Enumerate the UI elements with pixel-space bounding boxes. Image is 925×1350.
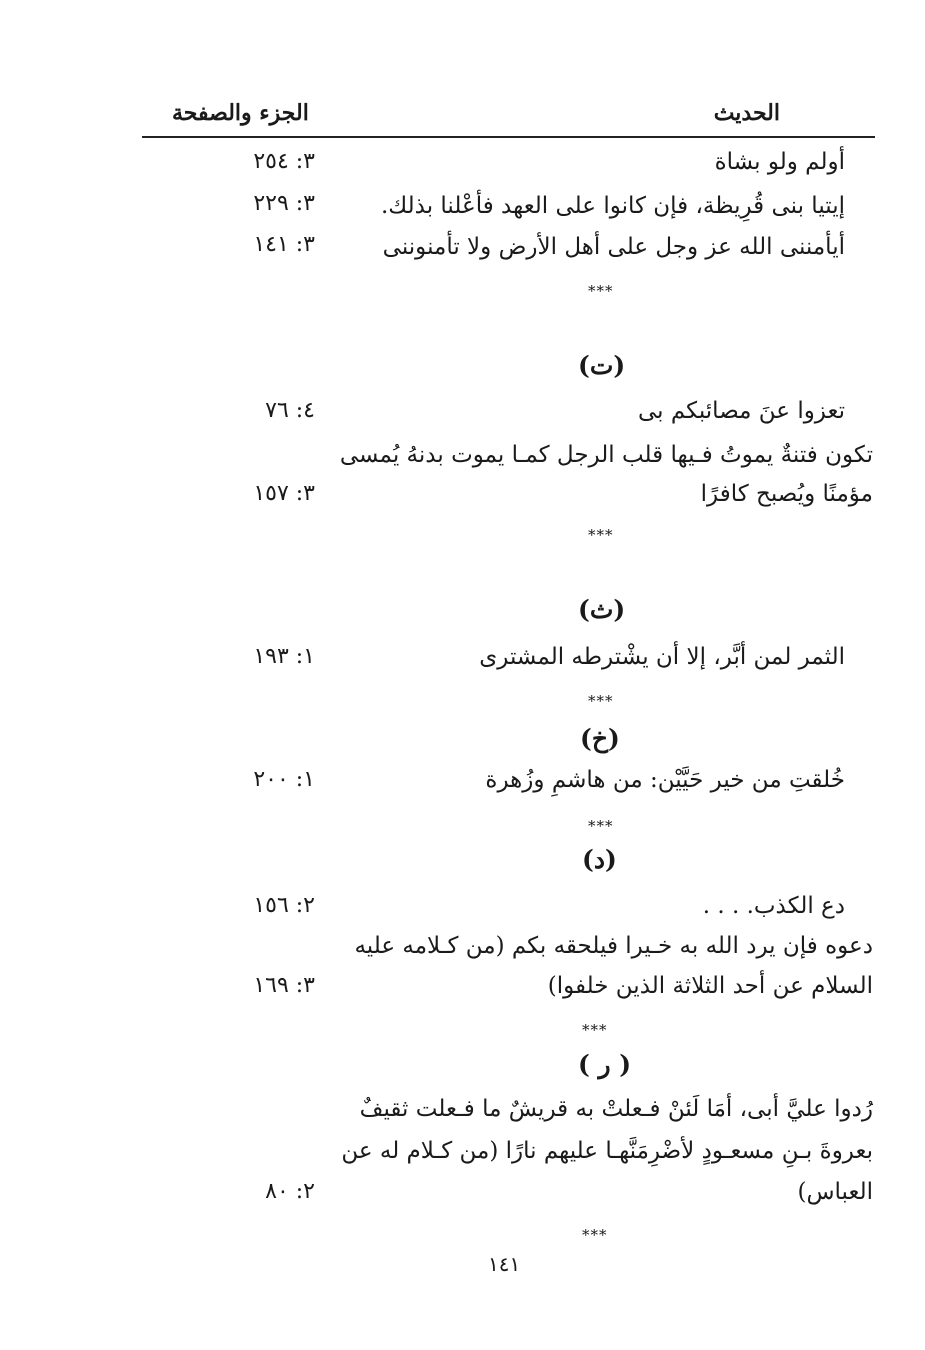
hadith-text: رُدوا عليَّ أبى، أمَا لَئنْ فـعلتْ به قريشٌ ما فـعلت ثقيفٌ xyxy=(359,1096,873,1122)
hadith-text: دع الكذب. . . . xyxy=(702,893,845,919)
volume-page-ref: ٣: ٢٥٤ xyxy=(253,149,315,174)
volume-page-ref: ٢: ١٥٦ xyxy=(253,893,315,918)
hadith-text: تكون فتنةٌ يموتُ فـيها قلب الرجل كمـا يموت بدنهُ يُمسى xyxy=(339,442,873,468)
volume-page-ref: ٣: ١٤١ xyxy=(253,232,315,257)
hadith-text: أيأمننى الله عز وجل على أهل الأرض ولا تأمنوننى xyxy=(382,234,845,260)
separator-stars: *** xyxy=(582,1226,608,1244)
table-header xyxy=(142,96,875,138)
reference-column-heading: الجزء والصفحة xyxy=(172,100,309,126)
volume-page-ref: ٣: ١٦٩ xyxy=(253,973,315,998)
separator-stars: *** xyxy=(588,526,614,544)
volume-page-ref: ٢: ٨٠ xyxy=(265,1179,315,1204)
page-number: ١٤١ xyxy=(488,1252,521,1276)
hadith-text: خُلقتِ من خير حَيَّيْن: من هاشمِ وزُهرة xyxy=(485,767,845,793)
separator-stars: *** xyxy=(588,692,614,710)
hadith-text: تعزوا عنَ مصائبكم بى xyxy=(637,398,845,424)
hadith-text: الثمر لمن أبَّر، إلا أن يشْترطه المشترى xyxy=(479,644,845,670)
hadith-text: السلام عن أحد الثلاثة الذين خلفوا) xyxy=(547,973,873,999)
section-letter-kha: (خ) xyxy=(580,724,620,753)
section-letter-dal: (د) xyxy=(582,845,617,874)
hadith-text: دعوه فإن يرد الله به خـيرا فيلحقه بكم (من كـلامه عليه xyxy=(354,933,873,959)
volume-page-ref: ٣: ٢٢٩ xyxy=(253,191,315,216)
volume-page-ref: ٣: ١٥٧ xyxy=(253,481,315,506)
section-letter-tha: (ث) xyxy=(578,595,626,624)
hadith-text: العباس) xyxy=(797,1179,873,1205)
hadith-column-heading: الحديث xyxy=(713,100,780,126)
hadith-text: أولم ولو بشاة xyxy=(714,149,845,175)
separator-stars: *** xyxy=(588,817,614,835)
section-letter-ta: (ت) xyxy=(578,351,626,380)
separator-stars: *** xyxy=(582,1021,608,1039)
section-letter-ra: ( ر ) xyxy=(578,1050,632,1079)
volume-page-ref: ١: ١٩٣ xyxy=(253,644,315,669)
hadith-text: إيتيا بنى قُرِيظة، فإن كانوا على العهد فأعْلنا بذلك. xyxy=(380,193,845,219)
volume-page-ref: ٤: ٧٦ xyxy=(265,398,315,423)
hadith-text: بعروةَ بـنِ مسعـودٍ لأضْرِمَنَّهـا عليهم نارًا (من كـلام له عن xyxy=(341,1138,873,1164)
hadith-text: مؤمنًا ويُصبح كافرًا xyxy=(700,481,873,507)
volume-page-ref: ١: ٢٠٠ xyxy=(253,767,315,792)
separator-stars: *** xyxy=(588,282,614,300)
